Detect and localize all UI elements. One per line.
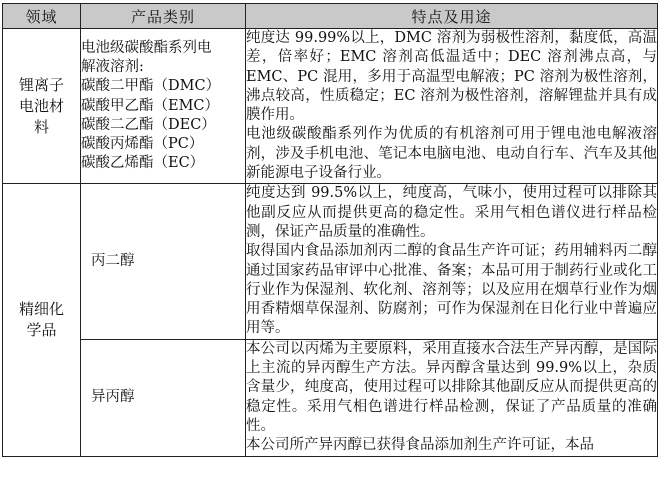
product-line: 碳酸丙烯酯（PC） bbox=[81, 136, 204, 153]
domain-label: 精细化学品 bbox=[18, 300, 64, 340]
feature-paragraph: 纯度达到 99.5%以上，纯度高，气味小，使用过程可以排除其他副反应从而提供更高的稳定性。采用气相色谱仪进行样品检测，保证产品质量的准确性。 bbox=[246, 185, 657, 240]
product-line: 电池级碳酸酯系列电 bbox=[81, 39, 212, 56]
product-line: 碳酸二甲酯（DMC） bbox=[81, 78, 221, 95]
feature-paragraph: 纯度达 99.99%以上，DMC 溶剂为弱极性溶剂，黏度低，高温差，倍率好；EMC 溶剂高低温适中；DEC 溶剂沸点高，与 EMC、PC 混用，多用于高温型电解液；PC 溶剂为极性溶剂，沸点较高，性质稳定；EC 溶剂为极性溶剂，溶解锂盐并具有成膜作用。 bbox=[246, 30, 657, 124]
row-propylene-glycol bbox=[3, 184, 658, 339]
product-table bbox=[2, 3, 658, 457]
header-row bbox=[3, 4, 658, 29]
feature-cell bbox=[246, 339, 658, 456]
feature-cell bbox=[246, 184, 658, 339]
product-line: 碳酸二乙酯（DEC） bbox=[81, 116, 216, 133]
header-product: 产品类别 bbox=[81, 4, 246, 29]
feature-paragraph: 取得国内食品添加剂丙二醇的食品生产许可证；药用辅料丙二醇通过国家药品审评中心批准、备案；本品可用于制药行业或化工行业作为保湿剂、软化剂、溶剂等；以及应用在烟草行业作为烟用香精烟草保湿剂、防腐剂；可作为保湿剂在日化行业中普遍应用等。 bbox=[246, 243, 657, 337]
feature-clip bbox=[246, 340, 657, 456]
domain-cell bbox=[3, 184, 81, 456]
product-line: 碳酸甲乙酯（EMC） bbox=[81, 97, 220, 114]
feature-paragraph: 本公司以丙烯为主要原料，采用直接水合法生产异丙醇，是国际上主流的异丙醇生产方法。异丙醇含量达到 99.9%以上，杂质含量少，纯度高，使用过程可以排除其他副反应从而提供更高的稳定性。采用气相色谱进行样品检测，保证了产品质量的准确性。 bbox=[246, 340, 657, 434]
product-cell: 异丙醇 bbox=[81, 339, 246, 456]
feature-cell bbox=[246, 29, 658, 184]
product-cell: 丙二醇 bbox=[81, 184, 246, 339]
product-line: 碳酸乙烯酯（EC） bbox=[81, 155, 205, 172]
row-isopropanol bbox=[3, 339, 658, 456]
domain-label: 锂离子电池材料 bbox=[18, 75, 64, 136]
domain-cell bbox=[3, 29, 81, 184]
feature-paragraph: 电池级碳酸酯系列作为优质的有机溶剂可用于锂电池电解液溶剂，涉及手机电池、笔记本电脑电池、电动自行车、汽车及其他新能源电子设备行业。 bbox=[246, 126, 657, 182]
feature-paragraph: 本公司所产异丙醇已获得食品添加剂生产许可证，本品 bbox=[246, 437, 594, 454]
row-lithium bbox=[3, 29, 658, 184]
header-domain: 领域 bbox=[3, 4, 81, 29]
header-feature: 特点及用途 bbox=[246, 4, 658, 29]
product-line: 解液溶剂: bbox=[81, 58, 144, 75]
product-cell bbox=[81, 29, 246, 184]
